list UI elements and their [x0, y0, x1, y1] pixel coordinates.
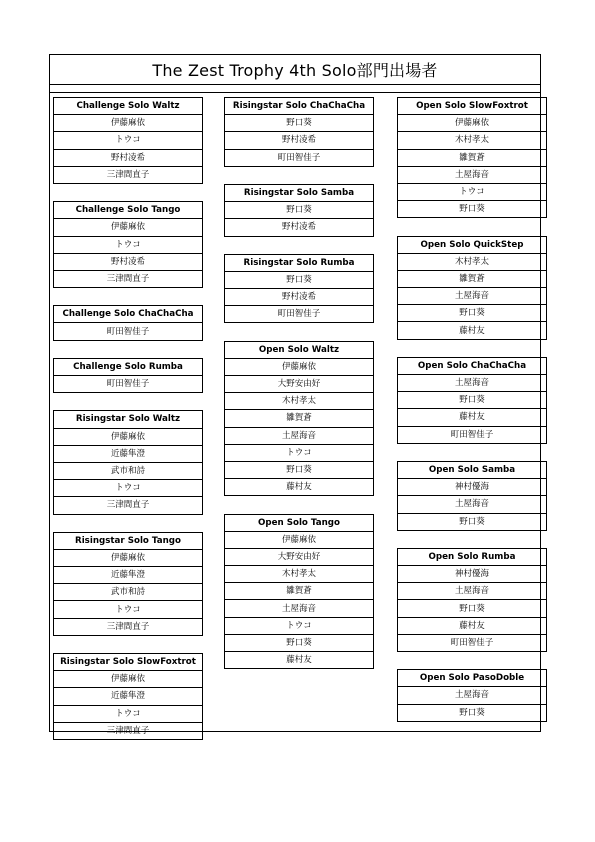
event-header: Open Solo Waltz [225, 341, 374, 358]
entrant-name: トウコ [54, 132, 203, 149]
entrant-name: 藤村友 [225, 479, 374, 496]
entrant-name: トウコ [54, 480, 203, 497]
entrant-name: 藤村友 [398, 617, 547, 634]
event-header: Challenge Solo ChaChaCha [54, 306, 203, 323]
entrant-name: 三津間直子 [54, 166, 203, 183]
entrant-name: 野口葵 [398, 513, 547, 530]
event-table [53, 532, 203, 636]
entrant-name: 近藤隼澄 [54, 445, 203, 462]
entrant-name: 土屋海音 [225, 427, 374, 444]
block-spacer [53, 288, 203, 305]
entrant-name: 近藤隼澄 [54, 567, 203, 584]
event-table [397, 357, 547, 444]
event-header: Risingstar Solo ChaChaCha [225, 98, 374, 115]
entrant-name: トウコ [54, 236, 203, 253]
event-table [53, 201, 203, 288]
block-spacer [397, 340, 547, 357]
entrant-name: 野村凌希 [225, 219, 374, 236]
event-table [224, 97, 374, 167]
event-header: Risingstar Solo Waltz [54, 411, 203, 428]
block-spacer [397, 652, 547, 669]
entrant-name: 木村孝太 [225, 393, 374, 410]
entrant-name: 伊藤麻依 [225, 531, 374, 548]
event-table [224, 254, 374, 324]
entrant-name: 雛賀蒼 [225, 410, 374, 427]
event-table [53, 305, 203, 340]
entrant-name: 木村孝太 [398, 132, 547, 149]
event-table [224, 184, 374, 237]
column-1 [53, 97, 203, 740]
event-table [397, 669, 547, 722]
block-spacer [53, 393, 203, 410]
entrant-name: 野村凌希 [225, 289, 374, 306]
entrant-name: 野口葵 [225, 271, 374, 288]
entrant-name: 町田智佳子 [225, 306, 374, 323]
entrant-name: 伊藤麻依 [54, 219, 203, 236]
event-table [397, 236, 547, 340]
entrant-name: 野口葵 [398, 704, 547, 721]
entrant-name: 武市和詩 [54, 584, 203, 601]
entrant-name: 町田智佳子 [398, 426, 547, 443]
entrant-name: 土屋海音 [398, 375, 547, 392]
page-title: The Zest Trophy 4th Solo部門出場者 [49, 54, 541, 85]
event-table [397, 97, 547, 218]
entrant-name: 伊藤麻依 [398, 115, 547, 132]
event-header: Open Solo Rumba [398, 548, 547, 565]
entrant-name: 土屋海音 [398, 166, 547, 183]
column-3 [397, 97, 547, 722]
title-separator [49, 92, 541, 93]
entrant-name: トウコ [54, 601, 203, 618]
entrant-name: 野口葵 [398, 392, 547, 409]
entrant-name: 三津間直子 [54, 618, 203, 635]
event-table [53, 358, 203, 393]
event-header: Open Solo Samba [398, 461, 547, 478]
entrant-name: 三津間直子 [54, 722, 203, 739]
event-header: Risingstar Solo SlowFoxtrot [54, 654, 203, 671]
entrant-name: 大野安由好 [225, 548, 374, 565]
entrant-name: 木村孝太 [398, 253, 547, 270]
event-table [53, 97, 203, 184]
block-spacer [53, 636, 203, 653]
event-table [224, 514, 374, 670]
event-table [53, 410, 203, 514]
entrant-name: トウコ [54, 705, 203, 722]
block-spacer [224, 323, 374, 340]
entrant-name: 伊藤麻依 [225, 358, 374, 375]
entrant-name: 土屋海音 [398, 687, 547, 704]
event-header: Challenge Solo Rumba [54, 358, 203, 375]
block-spacer [224, 237, 374, 254]
entrant-name: 野口葵 [398, 600, 547, 617]
entrant-name: 町田智佳子 [225, 149, 374, 166]
entrant-name: トウコ [225, 444, 374, 461]
block-spacer [224, 167, 374, 184]
event-table [397, 461, 547, 531]
entrant-name: 雛賀蒼 [398, 149, 547, 166]
entrant-name: 野口葵 [225, 115, 374, 132]
entrant-name: 土屋海音 [398, 583, 547, 600]
event-header: Open Solo SlowFoxtrot [398, 98, 547, 115]
event-table [224, 341, 374, 497]
entrant-name: 土屋海音 [398, 288, 547, 305]
entrant-name: 神村優海 [398, 566, 547, 583]
entrant-name: 藤村友 [398, 322, 547, 339]
entrant-name: 神村優海 [398, 479, 547, 496]
block-spacer [224, 496, 374, 513]
block-spacer [397, 444, 547, 461]
entrant-name: 野村凌希 [54, 149, 203, 166]
entrant-name: 三津間直子 [54, 270, 203, 287]
entrant-name: 武市和詩 [54, 462, 203, 479]
entrant-name: トウコ [225, 617, 374, 634]
event-table [53, 653, 203, 740]
entrant-name: 近藤隼澄 [54, 688, 203, 705]
entrant-name: 野口葵 [398, 201, 547, 218]
entrant-name: 野口葵 [225, 634, 374, 651]
event-header: Risingstar Solo Tango [54, 532, 203, 549]
entrant-name: 伊藤麻依 [54, 671, 203, 688]
block-spacer [53, 515, 203, 532]
column-2 [224, 97, 374, 669]
entrant-name: 町田智佳子 [398, 634, 547, 651]
event-header: Open Solo QuickStep [398, 236, 547, 253]
entrant-name: 伊藤麻依 [54, 549, 203, 566]
entrant-name: 三津間直子 [54, 497, 203, 514]
event-header: Open Solo Tango [225, 514, 374, 531]
block-spacer [397, 218, 547, 235]
entrant-name: 雛賀蒼 [398, 270, 547, 287]
entrant-name: 伊藤麻依 [54, 115, 203, 132]
event-header: Open Solo ChaChaCha [398, 357, 547, 374]
block-spacer [53, 341, 203, 358]
entrant-name: 藤村友 [398, 409, 547, 426]
entrant-name: 野口葵 [398, 305, 547, 322]
entrant-name: 土屋海音 [398, 496, 547, 513]
block-spacer [53, 184, 203, 201]
entrant-name: 土屋海音 [225, 600, 374, 617]
entrant-name: 町田智佳子 [54, 376, 203, 393]
event-header: Challenge Solo Tango [54, 202, 203, 219]
entrant-name: 野村凌希 [54, 253, 203, 270]
entrant-name: 木村孝太 [225, 566, 374, 583]
entrant-name: 野口葵 [225, 461, 374, 478]
event-header: Open Solo PasoDoble [398, 670, 547, 687]
entrant-name: 野村凌希 [225, 132, 374, 149]
entrant-name: 雛賀蒼 [225, 583, 374, 600]
event-header: Risingstar Solo Samba [225, 184, 374, 201]
entrant-name: 大野安由好 [225, 376, 374, 393]
event-header: Risingstar Solo Rumba [225, 254, 374, 271]
block-spacer [397, 531, 547, 548]
entrant-name: 伊藤麻依 [54, 428, 203, 445]
entrant-name: 野口葵 [225, 202, 374, 219]
event-header: Challenge Solo Waltz [54, 98, 203, 115]
entrant-name: トウコ [398, 183, 547, 200]
event-table [397, 548, 547, 652]
entrant-name: 町田智佳子 [54, 323, 203, 340]
entrant-name: 藤村友 [225, 652, 374, 669]
